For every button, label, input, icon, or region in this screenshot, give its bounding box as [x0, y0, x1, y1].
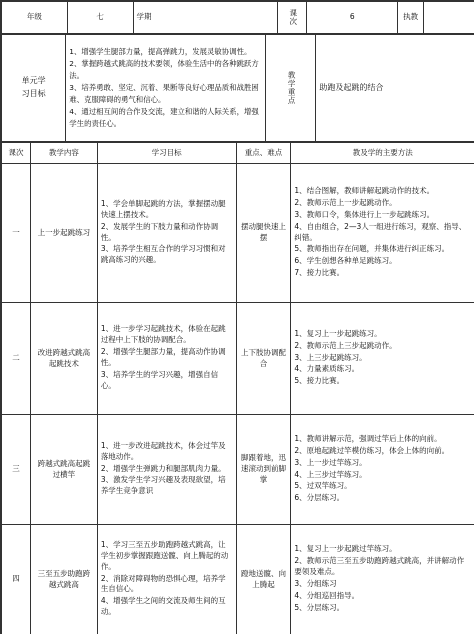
method-item: 2、教师示范三至五步助跑跨越式跳高，并讲解动作要领及难点。 — [294, 556, 465, 577]
method-item: 5、过双竿练习。 — [294, 481, 352, 491]
lesson-number: 三 — [2, 415, 31, 525]
method-item: 1、教师讲解示范，强调过竿后上体的向前。 — [294, 433, 442, 443]
goal-item: 2、消除对障碍物的恐惧心理，培养学生自信心。 — [100, 573, 226, 594]
lesson-goals — [97, 164, 236, 303]
lesson-key: 上下肢协调配合 — [236, 303, 291, 415]
method-item: 6、学生创想各种单足跳练习。 — [294, 256, 397, 266]
method-item: 2、原地起跳过竿模仿练习，体会上体的向前。 — [294, 445, 450, 455]
method-item: 6、分层练习。 — [294, 493, 345, 503]
lessons-table — [1, 142, 474, 634]
lesson-content: 三至五步助跑跨越式跳高 — [30, 525, 97, 634]
table-row — [2, 525, 474, 634]
focus-value: 助跑及起跳的结合 — [316, 35, 474, 142]
lessons-label: 课次 — [288, 9, 298, 26]
col-header-key: 重点、难点 — [236, 143, 291, 164]
goal-item: 3、培养学生相互合作的学习习惯和对跳高练习的兴趣。 — [100, 244, 226, 265]
goal-item: 1、学习三至五步助跑跨越式跳高，让学生初步掌握跟跑送髋、向上腾起的动作。 — [100, 539, 229, 571]
lesson-key: 蹬地送髋、向上腾起 — [236, 525, 291, 634]
method-item: 1、结合图解，教师讲解起跳动作的技术。 — [294, 186, 435, 195]
col-header-num: 课次 — [2, 143, 31, 164]
lesson-content: 改进跨越式跳高起跳技术 — [30, 303, 97, 415]
header-table — [1, 1, 474, 34]
method-item: 3、上一步过竿练习。 — [294, 457, 367, 467]
teacher-value — [424, 2, 474, 34]
unit-goal-item: 4、通过相互间的合作及交流，建立和谐的人际关系，增强学生的责任心。 — [69, 107, 259, 128]
lesson-key: 脚跟着地，迅速滚动到前脚掌 — [236, 415, 291, 525]
lesson-content: 跨越式跳高起跳过横竿 — [30, 415, 97, 525]
goal-item: 2、增强学生弹跳力和腿部肌肉力量。 — [100, 463, 226, 473]
goal-item: 2、发展学生的下肢力量和动作协调性。 — [100, 221, 219, 242]
goal-item: 1、学会单脚起跳的方法，掌握摆动腿快速上摆技术。 — [100, 198, 226, 219]
lessons-header-row — [2, 143, 474, 164]
method-item: 5、教师指出存在问题，并集体进行纠正练习。 — [294, 244, 450, 254]
unit-goals — [66, 35, 266, 142]
col-header-content: 教学内容 — [30, 143, 97, 164]
method-item: 2、教师示范上三步起跳动作。 — [294, 340, 397, 350]
focus-label: 教学重点 — [287, 71, 297, 105]
semester-label: 学期 — [133, 2, 278, 34]
lesson-goals — [97, 525, 236, 634]
method-item: 4、分组巡回指导。 — [294, 590, 360, 600]
unit-goals-label: 单元学习目标 — [21, 76, 46, 98]
lesson-number: 四 — [2, 525, 31, 634]
method-item: 4、上三步过竿练习。 — [294, 469, 367, 479]
col-header-methods: 教及学的主要方法 — [291, 143, 474, 164]
method-item: 3、教师口令，集体进行上一步起跳练习。 — [294, 209, 435, 219]
method-item: 4、力量素质练习。 — [294, 364, 360, 374]
method-item: 3、分组练习 — [294, 579, 337, 588]
lesson-goals — [97, 303, 236, 415]
table-row — [2, 415, 474, 525]
lesson-content: 上一步起跳练习 — [30, 164, 97, 303]
unit-goal-item: 3、培养勇敢、坚定、沉着、果断等良好心理品质和战胜困难、克服障碍的勇气和信心。 — [69, 83, 259, 104]
grade-value: 七 — [67, 2, 133, 34]
lesson-methods — [291, 303, 474, 415]
unit-goal-item: 2、掌握跨越式跳高的技术要领，体验生活中的各种跳跃方法。 — [69, 59, 259, 80]
lesson-key: 摆动腿快速上摆 — [236, 164, 291, 303]
lesson-methods — [291, 525, 474, 634]
col-header-goals: 学习目标 — [97, 143, 236, 164]
method-item: 2、教师示范上一步起跳动作。 — [294, 197, 397, 207]
grade-label: 年级 — [2, 2, 68, 34]
table-row — [2, 164, 474, 303]
lesson-goals — [97, 415, 236, 525]
method-item: 5、分层练习。 — [294, 602, 345, 612]
lesson-number: 二 — [2, 303, 31, 415]
lesson-methods — [291, 415, 474, 525]
unit-goal-item: 1、增强学生腿部力量，提高弹跳力，发展灵敏协调性。 — [69, 46, 252, 56]
method-item: 5、接力比赛。 — [294, 376, 345, 386]
goal-item: 3、激发学生学习兴趣及表现欲望，培养学生竞争意识 — [100, 475, 226, 496]
table-row — [2, 303, 474, 415]
lesson-methods — [291, 164, 474, 303]
goal-item: 1、进一步改进起跳技术，体会过竿及落地动作。 — [100, 440, 226, 461]
method-item: 3、上三步起跳练习。 — [294, 352, 367, 362]
method-item: 7、接力比赛。 — [294, 268, 345, 278]
method-item: 4、自由组合，2—3人一组进行练习，观察、指导、纠错。 — [294, 221, 467, 242]
goal-item: 2、增强学生腿部力量，提高动作协调性。 — [100, 347, 226, 367]
teacher-label: 执教 — [398, 2, 424, 34]
goal-item: 1、进一步学习起跳技术，体验在起跳过程中上下肢的协调配合。 — [100, 324, 226, 345]
unit-table — [1, 34, 474, 142]
method-item: 1、复习上一步起跳练习。 — [294, 328, 382, 338]
goal-item: 3、培养学生的学习兴趣，增强自信心。 — [100, 369, 219, 390]
lessons-value: 6 — [307, 2, 398, 34]
lesson-number: 一 — [2, 164, 31, 303]
method-item: 1、复习上一步起跳过竿练习。 — [294, 544, 397, 554]
goal-item: 4、增强学生之间的交流及师生间的互动。 — [100, 596, 226, 617]
